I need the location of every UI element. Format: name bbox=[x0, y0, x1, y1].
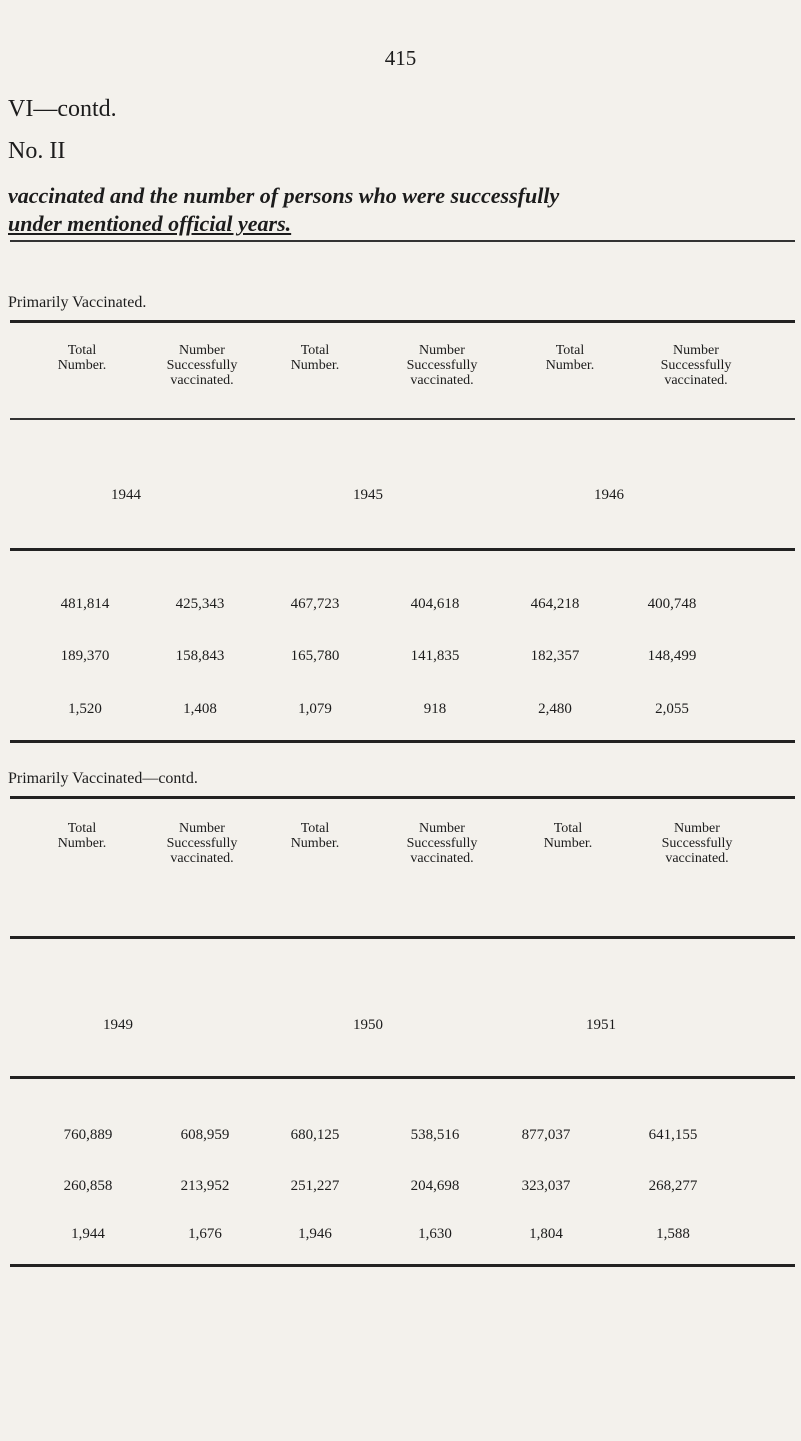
cell: 1,630 bbox=[418, 1226, 452, 1242]
cell: 464,218 bbox=[530, 596, 580, 612]
hdr-text: Number Successfully vaccinated. bbox=[660, 343, 732, 388]
s2-year-2: 1950 bbox=[353, 1017, 383, 1033]
cell: 2,055 bbox=[655, 701, 689, 717]
hdr-text: Total Number. bbox=[543, 821, 593, 851]
cell: 141,835 bbox=[410, 648, 460, 664]
cell: 1,804 bbox=[529, 1226, 563, 1242]
s1-header-success-1945 bbox=[382, 343, 502, 388]
s2-header-rule bbox=[10, 936, 795, 939]
cell: 260,858 bbox=[63, 1178, 113, 1194]
caption-line-2: under mentioned official years. bbox=[8, 211, 292, 236]
s1-year-1: 1944 bbox=[111, 487, 141, 503]
s2-header-success-1951 bbox=[637, 821, 757, 866]
caption-line-1: vaccinated and the number of persons who were successfully bbox=[8, 183, 560, 208]
cell: 425,343 bbox=[175, 596, 225, 612]
section-2-top-rule bbox=[10, 796, 795, 799]
cell: 213,952 bbox=[180, 1178, 230, 1194]
cell: 268,277 bbox=[648, 1178, 698, 1194]
hdr-text: Number Successfully vaccinated. bbox=[166, 343, 238, 388]
cell: 1,676 bbox=[188, 1226, 222, 1242]
cell: 1,588 bbox=[656, 1226, 690, 1242]
cell: 189,370 bbox=[60, 648, 110, 664]
cell: 2,480 bbox=[538, 701, 572, 717]
cell: 1,520 bbox=[68, 701, 102, 717]
cell: 323,037 bbox=[521, 1178, 571, 1194]
cell: 918 bbox=[423, 701, 447, 717]
cell: 1,944 bbox=[71, 1226, 105, 1242]
hdr-text: Total Number. bbox=[290, 821, 340, 851]
cell: 158,843 bbox=[175, 648, 225, 664]
cell: 1,079 bbox=[298, 701, 332, 717]
cell: 641,155 bbox=[648, 1127, 698, 1143]
cell: 204,698 bbox=[410, 1178, 460, 1194]
s2-year-rule bbox=[10, 1076, 795, 1079]
s1-header-total-1944 bbox=[22, 343, 142, 373]
s1-header-success-1944 bbox=[142, 343, 262, 388]
s2-year-3: 1951 bbox=[586, 1017, 616, 1033]
page-number: 415 bbox=[384, 46, 417, 70]
caption-rule bbox=[10, 240, 795, 242]
cell: 680,125 bbox=[290, 1127, 340, 1143]
table-continuation: VI—contd. bbox=[8, 96, 117, 122]
cell: 165,780 bbox=[290, 648, 340, 664]
s1-year-2: 1945 bbox=[353, 487, 383, 503]
hdr-text: Total Number. bbox=[57, 821, 107, 851]
table-caption bbox=[8, 182, 788, 238]
hdr-text: Number Successfully vaccinated. bbox=[406, 821, 478, 866]
section-1-title: Primarily Vaccinated. bbox=[8, 294, 147, 311]
cell: 760,889 bbox=[63, 1127, 113, 1143]
table-number: No. II bbox=[8, 138, 66, 164]
s1-bottom-rule bbox=[10, 740, 795, 743]
s1-year-rule bbox=[10, 548, 795, 551]
section-2-title-text: Primarily Vaccinated—contd. bbox=[8, 770, 198, 787]
s2-year-1: 1949 bbox=[103, 1017, 133, 1033]
s2-header-total-1951 bbox=[508, 821, 628, 851]
cell: 467,723 bbox=[290, 596, 340, 612]
hdr-text: Total Number. bbox=[57, 343, 107, 373]
cell: 1,946 bbox=[298, 1226, 332, 1242]
cell: 481,814 bbox=[60, 596, 110, 612]
cell: 608,959 bbox=[180, 1127, 230, 1143]
hdr-text: Total Number. bbox=[290, 343, 340, 373]
section-1-top-rule bbox=[10, 320, 795, 323]
cell: 182,357 bbox=[530, 648, 580, 664]
cell: 148,499 bbox=[647, 648, 697, 664]
s1-header-total-1946 bbox=[510, 343, 630, 373]
s2-header-success-1949 bbox=[142, 821, 262, 866]
cell: 251,227 bbox=[290, 1178, 340, 1194]
s1-header-total-1945 bbox=[255, 343, 375, 373]
hdr-text: Number Successfully vaccinated. bbox=[166, 821, 238, 866]
cell: 400,748 bbox=[647, 596, 697, 612]
s2-header-total-1950 bbox=[255, 821, 375, 851]
s2-header-success-1950 bbox=[382, 821, 502, 866]
hdr-text: Number Successfully vaccinated. bbox=[661, 821, 733, 866]
s2-bottom-rule bbox=[10, 1264, 795, 1267]
section-2-title bbox=[8, 770, 198, 788]
s1-header-success-1946 bbox=[636, 343, 756, 388]
s2-header-total-1949 bbox=[22, 821, 142, 851]
s1-year-3: 1946 bbox=[594, 487, 624, 503]
cell: 404,618 bbox=[410, 596, 460, 612]
cell: 1,408 bbox=[183, 701, 217, 717]
s1-header-rule bbox=[10, 418, 795, 420]
cell: 877,037 bbox=[521, 1127, 571, 1143]
cell: 538,516 bbox=[410, 1127, 460, 1143]
hdr-text: Total Number. bbox=[545, 343, 595, 373]
hdr-text: Number Successfully vaccinated. bbox=[406, 343, 478, 388]
